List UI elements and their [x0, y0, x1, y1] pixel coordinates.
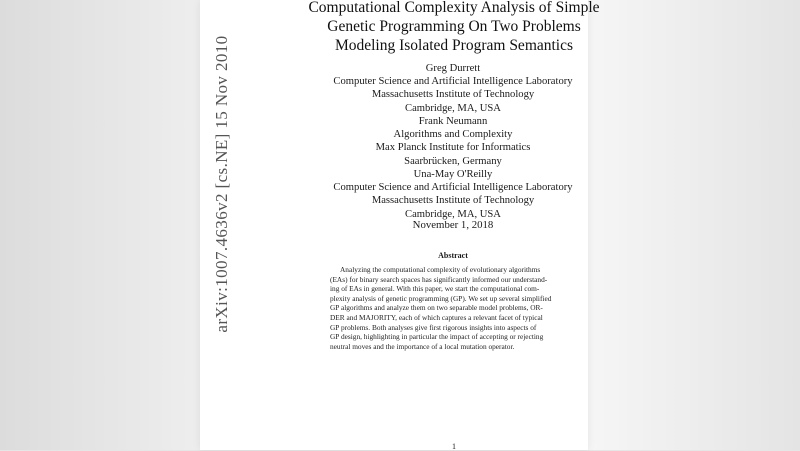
- title-line: Modeling Isolated Program Semantics: [334, 37, 574, 54]
- left-margin-shade: [0, 0, 200, 450]
- author-block-1: [300, 62, 606, 115]
- abstract-line: GP algorithms and analyze them on two separable model problems, OR-: [330, 303, 543, 313]
- author-affiliation-line: Massachusetts Institute of Technology: [371, 195, 535, 207]
- author-affiliation-line: Computer Science and Artificial Intelligence Laboratory: [333, 76, 573, 88]
- author-block-3: [300, 168, 606, 221]
- author-block-2: [300, 115, 606, 168]
- author-affiliation-line: Saarbrücken, Germany: [404, 155, 502, 167]
- abstract-heading: Abstract: [438, 251, 468, 260]
- abstract-body: [330, 265, 576, 351]
- abstract-line: (EAs) for binary search spaces has significantly informed our understand-: [330, 274, 548, 284]
- abstract-line: Analyzing the computational complexity of evolutionary algorithms: [340, 265, 541, 274]
- title-line: Genetic Programming On Two Problems: [327, 18, 581, 35]
- abstract-line: GP design, highlighting in particular the impact of accepting or rejecting: [330, 332, 544, 342]
- arxiv-identifier: arXiv:1007.4636v2 [cs.NE] 15 Nov 2010: [212, 35, 231, 333]
- paper-date: November 1, 2018: [412, 219, 494, 231]
- page-number: 1: [452, 442, 456, 451]
- author-affiliation-line: Computer Science and Artificial Intelligence Laboratory: [333, 182, 573, 194]
- right-margin-shade: [588, 0, 800, 450]
- author-name: Frank Neumann: [418, 116, 488, 127]
- paper-title: [304, 0, 604, 55]
- author-affiliation-line: Max Planck Institute for Informatics: [375, 142, 531, 154]
- author-affiliation-line: Cambridge, MA, USA: [405, 208, 501, 220]
- author-name: Greg Durrett: [425, 63, 481, 74]
- abstract-line: plexity analysis of genetic programming (GP). We set up several simplified: [330, 293, 552, 303]
- title-line: Computational Complexity Analysis of Simple: [308, 0, 600, 16]
- author-affiliation-line: Algorithms and Complexity: [393, 129, 513, 141]
- abstract-line: GP problems. Both analyses give first rigorous insights into aspects of: [330, 322, 537, 332]
- abstract-line: DER and MAJORITY, each of which captures a relevant facet of typical: [330, 312, 543, 322]
- abstract-line: neutral moves and the importance of a local mutation operator.: [330, 341, 515, 351]
- abstract-line: ing of EAs in general. With this paper, we start the computational com-: [330, 284, 540, 294]
- author-affiliation-line: Cambridge, MA, USA: [405, 102, 501, 114]
- author-affiliation-line: Massachusetts Institute of Technology: [371, 89, 535, 101]
- author-name: Una-May O'Reilly: [413, 169, 493, 180]
